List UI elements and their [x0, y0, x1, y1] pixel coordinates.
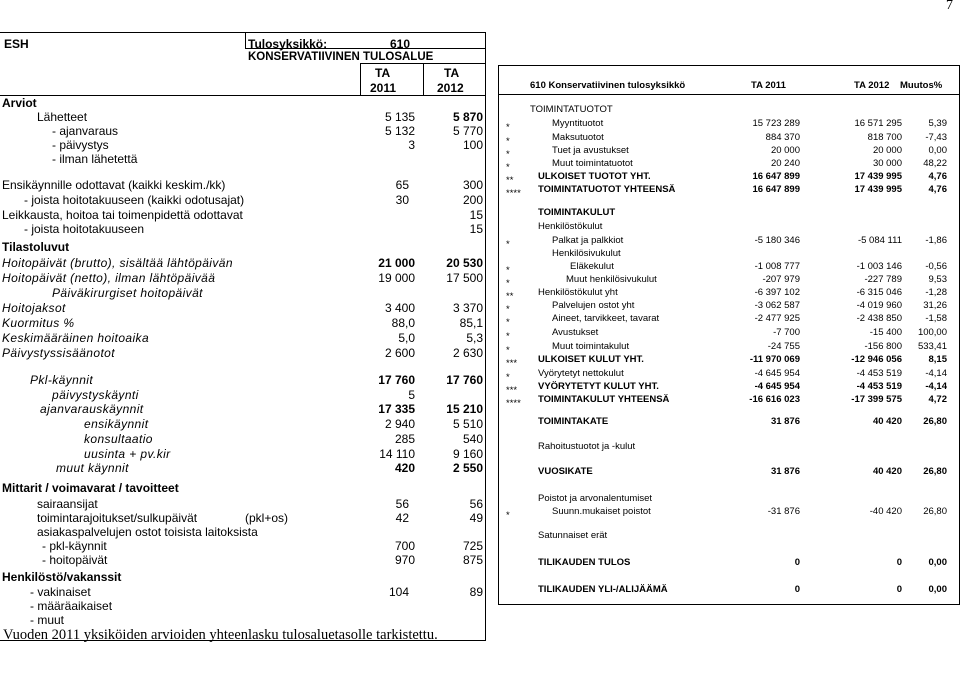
row-value: 49: [469, 511, 483, 525]
row-marker: *: [506, 372, 510, 383]
row-value: 20 530: [446, 256, 483, 270]
row-value: 9,53: [928, 274, 947, 285]
row-marker: ****: [506, 188, 521, 199]
row-value: 42: [395, 511, 409, 525]
row-value: 725: [462, 539, 483, 553]
row-value: -4 645 954: [754, 381, 800, 392]
row-value: 884 370: [765, 132, 800, 143]
row-label: Poistot ja arvonalentumiset: [538, 493, 653, 504]
row-label: TOIMINTATUOTOT YHTEENSÄ: [538, 184, 676, 195]
row-value: 100,00: [917, 327, 947, 338]
row-value: 20 000: [770, 145, 800, 156]
row-label: Kuormitus %: [2, 316, 75, 330]
row-label: Avustukset: [552, 327, 599, 338]
row-marker: **: [506, 291, 514, 302]
row-label: Pkl-käynnit: [30, 373, 94, 387]
row-value: -156 800: [864, 341, 902, 352]
row-value: 540: [462, 432, 483, 446]
row-value: 5 135: [384, 110, 415, 124]
row-label: - päivystys: [52, 138, 109, 152]
row-value: 5 510: [452, 417, 483, 431]
row-label: Myyntituotot: [552, 118, 604, 129]
row-value: 26,80: [923, 506, 947, 517]
row-value: 3 400: [384, 301, 415, 315]
right-header-c2: TA 2012: [854, 80, 890, 91]
row-label: Aineet, tarvikkeet, tavarat: [552, 313, 660, 324]
row-value: 200: [462, 193, 483, 207]
row-value: 15 723 289: [752, 118, 800, 129]
row-value: 4,76: [928, 184, 947, 195]
row-label: sairaansijat: [37, 497, 98, 511]
row-value: 5 132: [384, 124, 415, 138]
row-label: TILIKAUDEN YLI-/ALIJÄÄMÄ: [538, 584, 668, 595]
row-value: 40 420: [872, 466, 902, 477]
row-value: 17 439 995: [854, 171, 902, 182]
row-value: -1,86: [925, 235, 947, 246]
row-label: ensikäynnit: [84, 417, 149, 431]
row-value: 5 870: [452, 110, 483, 124]
unit-code: 610: [390, 37, 411, 51]
row-value: 15: [469, 222, 483, 236]
row-value: 19 000: [378, 271, 415, 285]
row-value: 85,1: [459, 316, 483, 330]
row-label: TOIMINTAKULUT: [538, 207, 616, 218]
row-value: 17 760: [378, 373, 415, 387]
row-label: asiakaspalvelujen ostot toisista laitoksista: [37, 525, 258, 539]
row-marker: *: [506, 239, 510, 250]
row-value: -7 700: [773, 327, 800, 338]
row-value: 818 700: [867, 132, 902, 143]
row-value: 16 647 899: [752, 171, 800, 182]
section-mittarit: Mittarit / voimavarat / tavoitteet: [2, 481, 179, 495]
unit-name: KONSERVATIIVINEN TULOSALUE: [248, 51, 434, 63]
row-value: -4 645 954: [754, 368, 800, 379]
row-value: 5,39: [928, 118, 947, 129]
row-label: - joista hoitotakuuseen (kaikki odotusajat): [24, 193, 245, 207]
col2-header: TA: [444, 66, 460, 80]
row-value: 16 647 899: [752, 184, 800, 195]
page-number: 7: [946, 0, 953, 13]
row-label: päivystyskäynti: [52, 388, 139, 402]
row-marker: *: [506, 331, 510, 342]
row-value: -5 084 111: [857, 235, 902, 246]
row-label: VYÖRYTETYT KULUT YHT.: [538, 381, 659, 392]
row-value: -4 453 519: [856, 368, 902, 379]
row-value: -6 397 102: [754, 287, 800, 298]
row-value: -0,56: [925, 261, 947, 272]
row-value: 5: [408, 388, 415, 402]
row-value: -7,43: [925, 132, 947, 143]
row-marker: ***: [506, 358, 518, 369]
row-label: TOIMINTAKULUT YHTEENSÄ: [538, 394, 670, 405]
row-marker: *: [506, 265, 510, 276]
row-value: 89: [469, 585, 483, 599]
row-value: 30: [395, 193, 409, 207]
row-label: - vakinaiset: [30, 585, 91, 599]
row-value: -4,14: [925, 368, 947, 379]
row-label: Hoitojaksot: [2, 301, 66, 315]
row-label: - muut: [30, 613, 65, 627]
row-value: 700: [394, 539, 415, 553]
row-value: -227 789: [864, 274, 902, 285]
row-value: 2 630: [452, 346, 483, 360]
row-label: - pkl-käynnit: [42, 539, 107, 553]
row-value: 0: [794, 557, 800, 568]
row-value: 30 000: [872, 158, 902, 169]
row-value: 4,72: [928, 394, 947, 405]
row-value: 14 110: [379, 447, 415, 461]
row-label: TOIMINTATUOTOT: [530, 104, 613, 115]
unit-label: Tulosyksikkö:: [248, 37, 328, 51]
row-value: -17 399 575: [851, 394, 902, 405]
row-marker: *: [506, 149, 510, 160]
row-label: Päivystyssisäänotot: [2, 346, 115, 360]
row-label: - joista hoitotakuuseen: [24, 222, 145, 236]
row-value: -1,28: [925, 287, 947, 298]
right-header-c3: Muutos%: [900, 80, 943, 91]
row-marker: *: [506, 510, 510, 521]
row-label: VUOSIKATE: [538, 466, 593, 477]
row-label: ULKOISET TUOTOT YHT.: [538, 171, 651, 182]
row-value: 40 420: [872, 416, 902, 427]
row-label: Ensikäynnille odottavat (kaikki keskim./kk): [2, 178, 226, 192]
row-value: 56: [395, 497, 409, 511]
row-label: ULKOISET KULUT YHT.: [538, 354, 644, 365]
row-label: Henkilöstökulut yht: [538, 287, 618, 298]
row-value: 5 770: [452, 124, 483, 138]
row-label: Tuet ja avustukset: [552, 145, 629, 156]
row-label: Palkat ja palkkiot: [552, 235, 624, 246]
footer-note: Vuoden 2011 yksiköiden arvioiden yhteenlasku tulosaluetasolle tarkistettu.: [3, 627, 438, 643]
col2-year: 2012: [437, 81, 464, 95]
section-henkilosto: Henkilöstö/vakanssit: [2, 570, 122, 584]
row-value: 26,80: [923, 416, 947, 427]
row-value: -15 400: [869, 327, 902, 338]
row-value: 0: [896, 584, 902, 595]
right-header-unit: 610 Konservatiivinen tulosyksikkö: [530, 80, 686, 91]
row-value: -1 008 777: [754, 261, 800, 272]
row-value: 21 000: [378, 256, 415, 270]
row-value: 88,0: [391, 316, 415, 330]
row-value: 285: [394, 432, 415, 446]
row-label: Muut henkilösivukulut: [566, 274, 657, 285]
row-value: 104: [388, 585, 409, 599]
col1-header: TA: [375, 66, 391, 80]
row-value: 20 000: [872, 145, 902, 156]
row-extra: (pkl+os): [245, 511, 289, 525]
row-label: uusinta + pv.kir: [84, 447, 171, 461]
row-value: -3 062 587: [754, 300, 800, 311]
row-value: -31 876: [767, 506, 800, 517]
row-value: -1,58: [925, 313, 947, 324]
row-label: muut käynnit: [56, 461, 129, 475]
row-label: konsultaatio: [84, 432, 153, 446]
row-marker: *: [506, 122, 510, 133]
row-label: Maksutuotot: [552, 132, 604, 143]
row-value: 31 876: [770, 416, 800, 427]
row-label: Eläkekulut: [570, 261, 614, 272]
row-label: Muut toimintatuotot: [552, 158, 633, 169]
row-value: 17 760: [446, 373, 483, 387]
row-marker: ***: [506, 385, 518, 396]
row-value: -4,14: [925, 381, 947, 392]
row-label: Suunn.mukaiset poistot: [552, 506, 651, 517]
row-value: 9 160: [452, 447, 483, 461]
org-label: ESH: [4, 37, 29, 51]
row-value: 5,3: [466, 331, 483, 345]
row-label: TILIKAUDEN TULOS: [538, 557, 631, 568]
row-label: Rahoitustuotot ja -kulut: [538, 441, 636, 452]
section-tilastoluvut: Tilastoluvut: [2, 240, 70, 254]
row-marker: *: [506, 136, 510, 147]
row-value: 0: [896, 557, 902, 568]
row-value: 5,0: [398, 331, 415, 345]
row-value: 300: [462, 178, 483, 192]
row-value: 16 571 295: [854, 118, 902, 129]
row-marker: *: [506, 162, 510, 173]
row-value: 8,15: [928, 354, 947, 365]
row-label: Hoitopäivät (netto), ilman lähtöpäivää: [2, 271, 216, 285]
row-value: -4 453 519: [856, 381, 902, 392]
row-value: -4 019 960: [856, 300, 902, 311]
row-label: ajanvarauskäynnit: [40, 402, 144, 416]
row-value: 26,80: [923, 466, 947, 477]
row-value: 0,00: [928, 584, 947, 595]
row-value: 2 940: [384, 417, 415, 431]
row-value: 15 210: [446, 402, 483, 416]
row-value: -11 970 069: [749, 354, 800, 365]
row-label: - määräaikaiset: [30, 599, 113, 613]
row-label: Palvelujen ostot yht: [552, 300, 635, 311]
row-label: Vyörytetyt nettokulut: [538, 368, 624, 379]
row-value: 15: [469, 208, 483, 222]
row-marker: *: [506, 304, 510, 315]
row-marker: ****: [506, 398, 521, 409]
row-value: 2 550: [452, 461, 483, 475]
row-value: 3 370: [452, 301, 483, 315]
row-label: TOIMINTAKATE: [538, 416, 609, 427]
row-value: 48,22: [923, 158, 947, 169]
row-value: 970: [394, 553, 415, 567]
row-label: Keskimääräinen hoitoaika: [2, 331, 150, 345]
row-value: 2 600: [384, 346, 415, 360]
row-label: Satunnaiset erät: [538, 530, 608, 541]
row-label: Päiväkirurgiset hoitopäivät: [52, 286, 203, 300]
row-marker: *: [506, 317, 510, 328]
row-value: 4,76: [928, 171, 947, 182]
row-label: toimintarajoitukset/sulkupäivät: [37, 511, 198, 525]
row-marker: **: [506, 175, 514, 186]
row-value: 65: [395, 178, 409, 192]
row-value: -207 979: [762, 274, 800, 285]
row-label: Henkilöstökulut: [538, 221, 603, 232]
row-value: -16 616 023: [749, 394, 800, 405]
row-marker: *: [506, 345, 510, 356]
row-value: 31,26: [923, 300, 947, 311]
row-value: 420: [394, 461, 415, 475]
row-value: 17 335: [378, 402, 415, 416]
row-value: 100: [462, 138, 483, 152]
row-label: Hoitopäivät (brutto), sisältää lähtöpäivän: [2, 256, 233, 270]
row-value: 31 876: [770, 466, 800, 477]
row-value: 0: [794, 584, 800, 595]
row-value: 17 500: [446, 271, 483, 285]
col1-year: 2011: [370, 81, 397, 95]
section-arviot: Arviot: [2, 96, 37, 110]
row-value: 56: [469, 497, 483, 511]
row-label: Muut toimintakulut: [552, 341, 630, 352]
row-label: - ajanvaraus: [52, 124, 119, 138]
row-value: -2 438 850: [856, 313, 902, 324]
row-value: -12 946 056: [851, 354, 902, 365]
row-value: 3: [408, 138, 415, 152]
row-label: Lähetteet: [37, 110, 88, 124]
row-label: - ilman lähetettä: [52, 152, 138, 166]
row-value: -1 003 146: [856, 261, 902, 272]
right-header-c1: TA 2011: [751, 80, 786, 91]
row-value: -6 315 046: [856, 287, 902, 298]
row-value: 875: [462, 553, 483, 567]
row-value: -5 180 346: [754, 235, 800, 246]
row-label: Leikkausta, hoitoa tai toimenpidettä odottavat: [2, 208, 243, 222]
row-label: - hoitopäivät: [42, 553, 108, 567]
row-value: 17 439 995: [854, 184, 902, 195]
row-value: 0,00: [928, 145, 947, 156]
row-marker: *: [506, 278, 510, 289]
row-value: -40 420: [869, 506, 902, 517]
row-value: -2 477 925: [754, 313, 800, 324]
row-label: Henkilösivukulut: [552, 248, 621, 259]
row-value: -24 755: [767, 341, 800, 352]
row-value: 20 240: [770, 158, 800, 169]
row-value: 0,00: [928, 557, 947, 568]
row-value: 533,41: [917, 341, 947, 352]
